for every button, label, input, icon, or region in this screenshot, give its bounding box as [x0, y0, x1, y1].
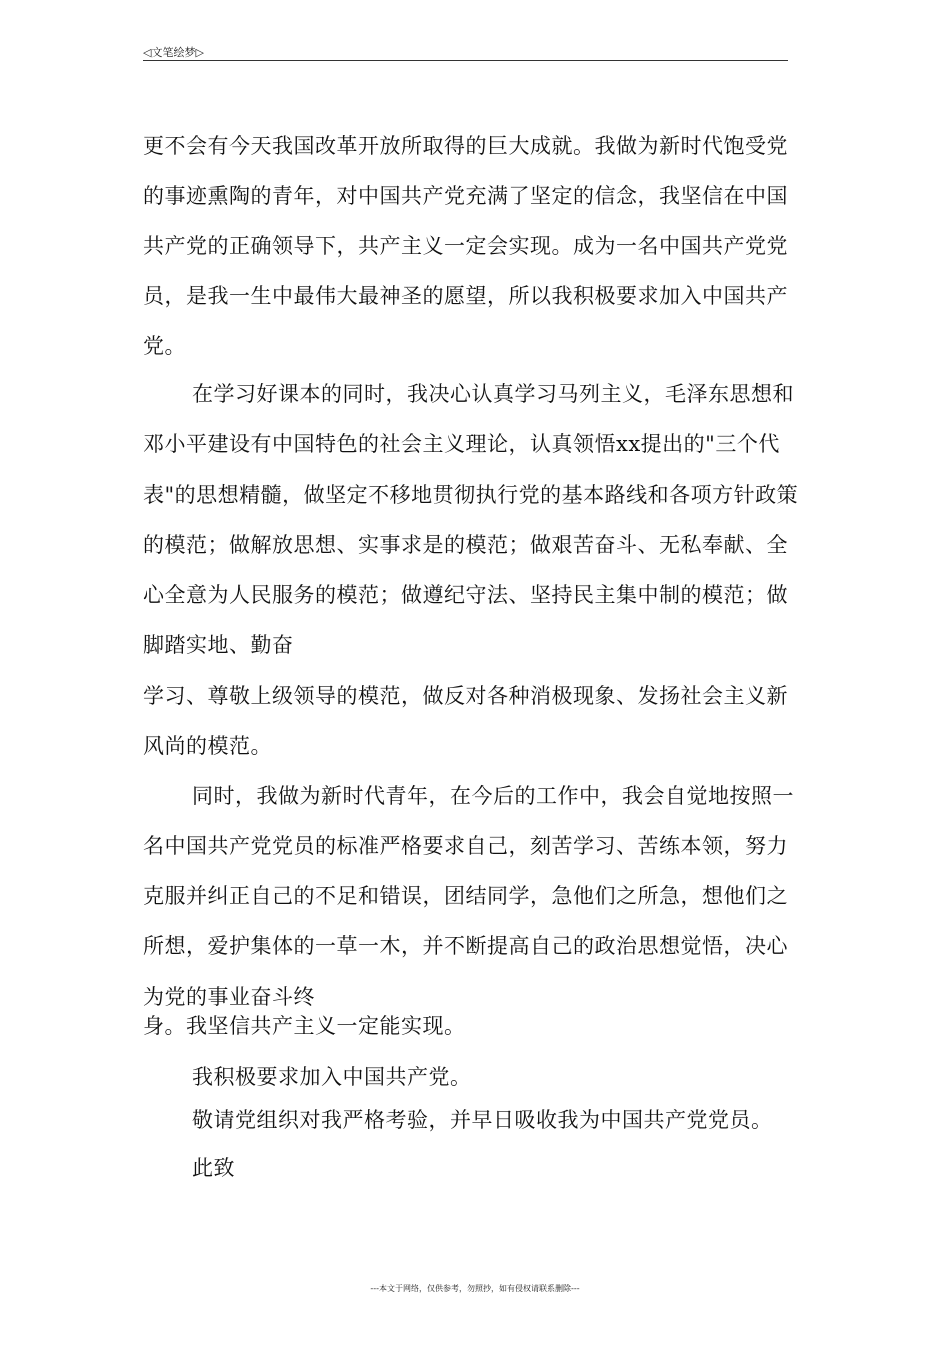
body-line: 邓小平建设有中国特色的社会主义理论，认真领悟xx提出的"三个代 — [143, 432, 780, 456]
header-rule — [143, 60, 788, 61]
salutation: 此致 — [192, 1156, 235, 1180]
body-line: 脚踏实地、勤奋 — [143, 633, 294, 657]
paragraph-start: 在学习好课本的同时，我决心认真学习马列主义，毛泽东思想和 — [192, 382, 794, 406]
body-line: 更不会有今天我国改革开放所取得的巨大成就。我做为新时代饱受党 — [143, 134, 788, 158]
footer-notice: ---本文于网络，仅供参考，勿照抄，如有侵权请联系删除--- — [370, 1284, 580, 1293]
body-line: 心全意为人民服务的模范；做遵纪守法、坚持民主集中制的模范；做 — [143, 583, 788, 607]
header-mark: ◁文笔绘梦▷ — [143, 46, 204, 59]
body-line: 员，是我一生中最伟大最神圣的愿望，所以我积极要求加入中国共产 — [143, 284, 788, 308]
body-line: 名中国共产党党员的标准严格要求自己，刻苦学习、苦练本领，努力 — [143, 834, 788, 858]
body-line: 为党的事业奋斗终 — [143, 985, 315, 1009]
body-line: 身。我坚信共产主义一定能实现。 — [143, 1014, 466, 1038]
paragraph-start: 同时，我做为新时代青年，在今后的工作中，我会自觉地按照一 — [192, 784, 794, 808]
body-line: 学习、尊敬上级领导的模范，做反对各种消极现象、发扬社会主义新 — [143, 684, 788, 708]
body-line: 所想，爱护集体的一草一木，并不断提高自己的政治思想觉悟，决心 — [143, 934, 788, 958]
body-line: 的模范；做解放思想、实事求是的模范；做艰苦奋斗、无私奉献、全 — [143, 533, 788, 557]
closing-line: 我积极要求加入中国共产党。 — [192, 1065, 472, 1089]
body-line: 风尚的模范。 — [143, 734, 272, 758]
closing-line: 敬请党组织对我严格考验，并早日吸收我为中国共产党党员。 — [192, 1108, 773, 1132]
body-line: 党。 — [143, 334, 186, 358]
body-line: 克服并纠正自己的不足和错误，团结同学，急他们之所急，想他们之 — [143, 884, 788, 908]
body-line: 共产党的正确领导下，共产主义一定会实现。成为一名中国共产党党 — [143, 234, 788, 258]
body-line: 的事迹熏陶的青年，对中国共产党充满了坚定的信念，我坚信在中国 — [143, 184, 788, 208]
body-line: 表"的思想精髓，做坚定不移地贯彻执行党的基本路线和各项方针政策 — [143, 483, 799, 507]
